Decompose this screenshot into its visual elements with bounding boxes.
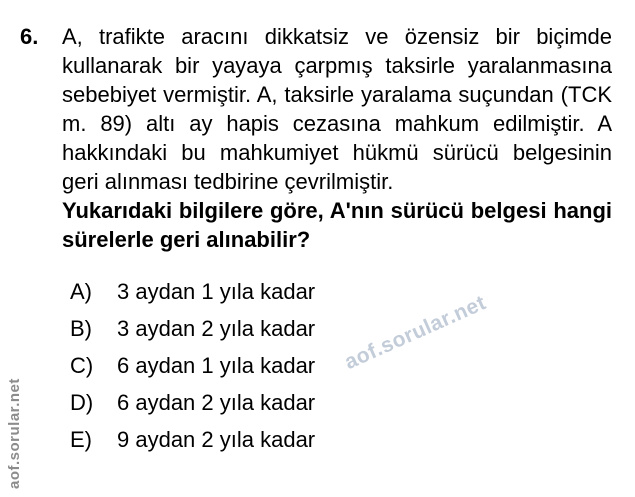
- option-a-letter: A): [70, 278, 92, 304]
- option-c: [70, 347, 612, 384]
- option-e: [70, 421, 612, 458]
- watermark-vertical: aof.sorular.net: [6, 378, 23, 489]
- option-d-letter: D): [70, 389, 94, 415]
- question-body: [62, 22, 612, 458]
- option-b-letter: B): [70, 315, 92, 341]
- question-text: A, trafikte aracını dikkatsiz ve özensiz bir biçimde kullanarak bir yayaya çarpmış taksirle yaralanmasına sebebiyet vermiştir. A, taksirle yaralama suçundan (TCK m. 89) altı ay hapis cezasına mahkum edilmiştir. A hakkındaki bu mahkumiyet hükmü sürücü belgesinin geri alınması tedbirine çevrilmiştir.: [62, 24, 612, 194]
- options-list: [62, 273, 612, 458]
- watermark-diagonal: aof.sorular.net: [341, 291, 490, 375]
- option-c-letter: C): [70, 352, 94, 378]
- option-c-text: 6 aydan 1 yıla kadar: [117, 352, 316, 378]
- option-d-text: 6 aydan 2 yıla kadar: [117, 389, 316, 415]
- option-b-text: 3 aydan 2 yıla kadar: [117, 315, 316, 341]
- option-b: [70, 310, 612, 347]
- question-prompt: Yukarıdaki bilgilere göre, A'nın sürücü belgesi hangi sürelerle geri alınabilir?: [62, 198, 612, 252]
- option-e-text: 9 aydan 2 yıla kadar: [117, 426, 316, 452]
- option-a: [70, 273, 612, 310]
- option-d: [70, 384, 612, 421]
- question-number: 6.: [20, 24, 39, 49]
- option-a-text: 3 aydan 1 yıla kadar: [117, 278, 316, 304]
- option-e-letter: E): [70, 426, 92, 452]
